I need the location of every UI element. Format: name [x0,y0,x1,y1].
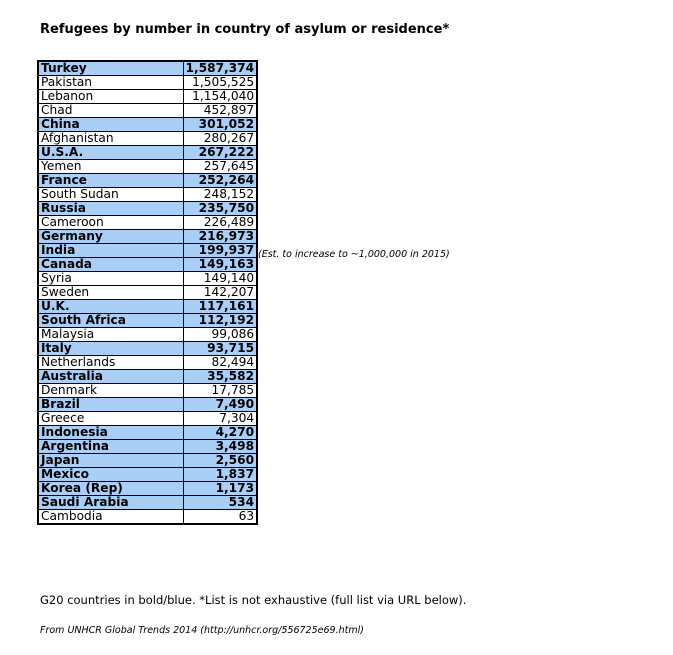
country-cell: South Africa [38,314,183,328]
refugee-count-cell: 280,267 [183,132,257,146]
refugee-count-cell: 7,490 [183,398,257,412]
refugee-count-cell: 1,505,525 [183,76,257,90]
refugee-count-cell: 2,560 [183,454,257,468]
table-row [38,258,257,272]
refugee-table [37,60,258,525]
country-cell: Italy [38,342,183,356]
country-cell: Denmark [38,384,183,398]
table-row [38,342,257,356]
country-cell: Cameroon [38,216,183,230]
country-cell: Yemen [38,160,183,174]
refugee-count-cell: 4,270 [183,426,257,440]
refugee-count-cell: 93,715 [183,342,257,356]
country-cell: Japan [38,454,183,468]
country-cell: France [38,174,183,188]
refugee-count-cell: 3,498 [183,440,257,454]
refugee-count-cell: 149,140 [183,272,257,286]
table-row [38,328,257,342]
page-title: Refugees by number in country of asylum or residence* [40,22,450,37]
table-row [38,174,257,188]
country-cell: Turkey [38,61,183,76]
table-row [38,426,257,440]
country-cell: Australia [38,370,183,384]
country-cell: Lebanon [38,90,183,104]
refugee-count-cell: 226,489 [183,216,257,230]
country-cell: Cambodia [38,510,183,525]
table-row [38,384,257,398]
refugee-table-body [38,61,257,524]
country-cell: China [38,118,183,132]
refugee-count-cell: 235,750 [183,202,257,216]
country-cell: Afghanistan [38,132,183,146]
table-row [38,412,257,426]
table-row [38,244,257,258]
country-cell: Syria [38,272,183,286]
refugee-count-cell: 534 [183,496,257,510]
table-row [38,468,257,482]
refugee-count-cell: 112,192 [183,314,257,328]
country-cell: Pakistan [38,76,183,90]
country-cell: Saudi Arabia [38,496,183,510]
table-row [38,510,257,525]
country-cell: Sweden [38,286,183,300]
refugee-count-cell: 17,785 [183,384,257,398]
table-row [38,286,257,300]
refugee-count-cell: 252,264 [183,174,257,188]
table-row [38,202,257,216]
country-cell: U.S.A. [38,146,183,160]
refugee-table-container [37,60,258,525]
table-row [38,104,257,118]
country-cell: Greece [38,412,183,426]
table-row [38,160,257,174]
table-row [38,454,257,468]
table-row [38,216,257,230]
table-row [38,118,257,132]
refugee-count-cell: 257,645 [183,160,257,174]
refugee-count-cell: 82,494 [183,356,257,370]
refugee-count-cell: 142,207 [183,286,257,300]
country-cell: Brazil [38,398,183,412]
refugee-count-cell: 149,163 [183,258,257,272]
country-cell: Chad [38,104,183,118]
table-row [38,314,257,328]
country-cell: Indonesia [38,426,183,440]
refugee-count-cell: 1,837 [183,468,257,482]
refugee-count-cell: 301,052 [183,118,257,132]
refugee-count-cell: 63 [183,510,257,525]
table-row [38,496,257,510]
table-row [38,272,257,286]
table-row [38,132,257,146]
table-row [38,188,257,202]
refugee-count-cell: 35,582 [183,370,257,384]
country-cell: Russia [38,202,183,216]
refugee-count-cell: 216,973 [183,230,257,244]
table-row [38,230,257,244]
refugee-count-cell: 452,897 [183,104,257,118]
refugee-count-cell: 117,161 [183,300,257,314]
refugee-count-cell: 199,937 [183,244,257,258]
table-row [38,300,257,314]
table-row [38,398,257,412]
table-row [38,61,257,76]
country-cell: Mexico [38,468,183,482]
table-row [38,146,257,160]
footnote: G20 countries in bold/blue. *List is not exhaustive (full list via URL below). [40,593,467,607]
country-cell: India [38,244,183,258]
table-row [38,482,257,496]
country-cell: U.K. [38,300,183,314]
germany-annotation: (Est. to increase to ~1,000,000 in 2015) [258,249,450,260]
refugee-count-cell: 248,152 [183,188,257,202]
country-cell: Canada [38,258,183,272]
refugee-count-cell: 1,173 [183,482,257,496]
table-row [38,356,257,370]
country-cell: Netherlands [38,356,183,370]
country-cell: Korea (Rep) [38,482,183,496]
table-row [38,90,257,104]
refugee-count-cell: 7,304 [183,412,257,426]
country-cell: Argentina [38,440,183,454]
refugee-count-cell: 99,086 [183,328,257,342]
refugee-count-cell: 1,587,374 [183,61,257,76]
country-cell: South Sudan [38,188,183,202]
country-cell: Malaysia [38,328,183,342]
table-row [38,440,257,454]
source-citation: From UNHCR Global Trends 2014 (http://unhcr.org/556725e69.html) [40,625,364,636]
table-row [38,76,257,90]
country-cell: Germany [38,230,183,244]
refugee-count-cell: 267,222 [183,146,257,160]
refugee-count-cell: 1,154,040 [183,90,257,104]
table-row [38,370,257,384]
